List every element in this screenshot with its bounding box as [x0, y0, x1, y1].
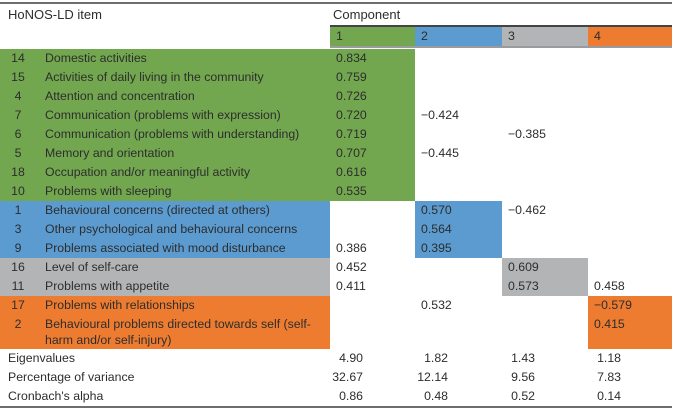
- summary-value: 0.52: [511, 389, 535, 403]
- summary-value: 1.43: [511, 351, 535, 365]
- loading-value-cell-component-1: [330, 296, 415, 315]
- summary-value-cell-component-2: [415, 349, 502, 368]
- loading-value-cell-component-2: 0.564: [415, 220, 502, 239]
- item-label-cell: Communication (problems with expression): [36, 106, 330, 125]
- loading-value-cell-component-1: 0.452: [336, 260, 367, 274]
- summary-value-cell-component-4: [588, 387, 672, 406]
- loading-value-cell-component-2: 0.395: [415, 239, 502, 258]
- item-label-cell: Level of self-care: [36, 258, 330, 277]
- item-label-cell: Domestic activities: [36, 49, 330, 68]
- summary-value: 7.83: [597, 370, 621, 384]
- summary-value: 9.56: [511, 370, 535, 384]
- component-column-header-3: 3: [502, 27, 588, 46]
- loading-value-cell-component-2: [415, 277, 502, 296]
- loading-value-cell-component-3: [502, 163, 588, 182]
- table-row-item-4: [0, 87, 672, 106]
- summary-value: 1.82: [424, 351, 448, 365]
- item-label-cell: Problems with sleeping: [36, 182, 330, 201]
- table-top-border: [0, 2, 672, 4]
- table-row-item-6: [0, 125, 672, 144]
- loading-value-cell-component-1: 0.411: [336, 279, 366, 293]
- loading-value-cell-component-4: [588, 220, 672, 239]
- loading-value-cell-component-4: 0.458: [594, 279, 625, 293]
- summary-value-cell-component-3: [502, 368, 588, 387]
- loading-value-cell-component-2: [415, 87, 502, 106]
- loading-value-cell-component-2: [415, 258, 502, 277]
- item-label-cell: Communication (problems with understanding): [36, 125, 330, 144]
- loading-value-cell-component-2: [415, 182, 502, 201]
- loading-value-cell-component-1: [330, 201, 415, 220]
- loading-value-cell-component-4: 0.415: [588, 315, 672, 349]
- component-column-header-4: 4: [588, 27, 672, 46]
- item-number-cell: 18: [0, 163, 36, 182]
- item-number-cell: 16: [0, 258, 36, 277]
- loading-value-cell-component-1: 0.720: [330, 106, 415, 125]
- summary-value-cell-component-2: [415, 387, 502, 406]
- loading-value-cell-component-3: [502, 49, 588, 68]
- table-row-item-15: [0, 68, 672, 87]
- loading-value-cell-component-3: [502, 315, 588, 349]
- column-header-honos-ld-item: HoNOS-LD item: [8, 7, 102, 22]
- loading-value-cell-component-1: [330, 220, 415, 239]
- column-header-component: Component: [333, 7, 401, 22]
- loading-value-cell-component-3: [502, 87, 588, 106]
- table-row-item-2: [0, 315, 672, 349]
- loading-value-cell-component-3: −0.462: [508, 203, 546, 217]
- loading-value-cell-component-4: [588, 239, 672, 258]
- summary-value-cell-component-1: [330, 368, 415, 387]
- loading-value-cell-component-4: [588, 106, 672, 125]
- summary-value-cell-component-3: [502, 387, 588, 406]
- loading-value-cell-component-4: [588, 258, 672, 277]
- item-number-cell: 17: [0, 296, 36, 315]
- summary-rows: [0, 349, 672, 406]
- summary-value: 1.18: [597, 351, 621, 365]
- loading-value-cell-component-3: −0.385: [508, 127, 546, 141]
- table-row-item-16: [0, 258, 672, 277]
- table-row-item-1: [0, 201, 672, 220]
- summary-row: [0, 349, 672, 368]
- loading-value-cell-component-1: 0.386: [336, 241, 367, 255]
- summary-row: [0, 368, 672, 387]
- item-number-cell: 7: [0, 106, 36, 125]
- table-row-item-14: [0, 49, 672, 68]
- item-number-cell: 10: [0, 182, 36, 201]
- item-label-cell: Behavioural problems directed towards self (self-harm and/or self-injury): [36, 315, 330, 349]
- table-row-item-17: [0, 296, 672, 315]
- loading-value-cell-component-4: [588, 201, 672, 220]
- summary-value-cell-component-3: [502, 349, 588, 368]
- loading-value-cell-component-1: 0.719: [330, 125, 415, 144]
- loading-value-cell-component-2: [415, 49, 502, 68]
- loading-value-cell-component-1: 0.759: [330, 68, 415, 87]
- loading-value-cell-component-1: 0.535: [330, 182, 415, 201]
- summary-value-cell-component-1: [330, 349, 415, 368]
- item-number-cell: 2: [0, 315, 36, 349]
- summary-value-cell-component-1: [330, 387, 415, 406]
- item-number-cell: 9: [0, 239, 36, 258]
- table-row-item-7: [0, 106, 672, 125]
- item-label-cell: Attention and concentration: [36, 87, 330, 106]
- summary-row-label: Cronbach's alpha: [8, 389, 104, 403]
- summary-value-cell-component-2: [415, 368, 502, 387]
- loading-value-cell-component-2: 0.570: [415, 201, 502, 220]
- loading-value-cell-component-1: [330, 315, 415, 349]
- loading-value-cell-component-4: [588, 144, 672, 163]
- loading-value-cell-component-2: [415, 315, 502, 349]
- loading-value-cell-component-3: [502, 144, 588, 163]
- item-number-cell: 6: [0, 125, 36, 144]
- item-label-cell: Occupation and/or meaningful activity: [36, 163, 330, 182]
- item-number-cell: 15: [0, 68, 36, 87]
- loading-value-cell-component-2: −0.424: [421, 108, 459, 122]
- loading-value-cell-component-3: [502, 68, 588, 87]
- summary-value-cell-component-4: [588, 349, 672, 368]
- loading-value-cell-component-4: [588, 68, 672, 87]
- table-row-item-3: [0, 220, 672, 239]
- table-row-item-10: [0, 182, 672, 201]
- loading-value-cell-component-4: [588, 49, 672, 68]
- component-column-header-1: 1: [330, 27, 415, 46]
- loading-value-cell-component-3: [502, 106, 588, 125]
- table-row-item-18: [0, 163, 672, 182]
- loading-value-cell-component-2: [415, 125, 502, 144]
- summary-row-label: Percentage of variance: [8, 370, 135, 384]
- loading-value-cell-component-4: −0.579: [588, 296, 672, 315]
- component-column-header-2: 2: [415, 27, 502, 46]
- loading-value-cell-component-3: [502, 239, 588, 258]
- item-label-cell: Memory and orientation: [36, 144, 330, 163]
- loading-value-cell-component-4: [588, 182, 672, 201]
- item-number-cell: 11: [0, 277, 36, 296]
- item-label-cell: Problems with appetite: [36, 277, 330, 296]
- item-number-cell: 3: [0, 220, 36, 239]
- item-number-cell: 14: [0, 49, 36, 68]
- loading-value-cell-component-2: 0.532: [421, 298, 452, 312]
- loading-value-cell-component-4: [588, 87, 672, 106]
- loading-value-cell-component-1: 0.834: [330, 49, 415, 68]
- loading-value-cell-component-2: −0.445: [421, 146, 459, 160]
- loading-value-cell-component-3: [502, 220, 588, 239]
- loading-value-cell-component-1: 0.707: [330, 144, 415, 163]
- item-label-cell: Problems associated with mood disturbance: [36, 239, 330, 258]
- summary-value: 0.48: [424, 389, 448, 403]
- table-row-item-11: [0, 277, 672, 296]
- loading-value-cell-component-4: [588, 125, 672, 144]
- summary-value: 4.90: [339, 351, 363, 365]
- component-number-row: [330, 27, 672, 48]
- loading-value-cell-component-3: 0.609: [502, 258, 588, 277]
- loading-value-cell-component-3: [502, 296, 588, 315]
- summary-value: 12.14: [417, 370, 448, 384]
- loading-value-cell-component-3: 0.573: [502, 277, 588, 296]
- summary-row: [0, 387, 672, 406]
- item-number-cell: 5: [0, 144, 36, 163]
- loading-value-cell-component-2: [415, 68, 502, 87]
- item-rows: [0, 49, 672, 349]
- summary-value: 0.14: [597, 389, 621, 403]
- item-number-cell: 4: [0, 87, 36, 106]
- item-number-cell: 1: [0, 201, 36, 220]
- item-label-cell: Behavioural concerns (directed at others): [36, 201, 330, 220]
- table-row-item-9: [0, 239, 672, 258]
- loading-value-cell-component-4: [588, 163, 672, 182]
- item-label-cell: Other psychological and behavioural concerns: [36, 220, 330, 239]
- summary-value-cell-component-4: [588, 368, 672, 387]
- summary-value: 32.67: [332, 370, 363, 384]
- loading-value-cell-component-1: 0.616: [330, 163, 415, 182]
- summary-row-label: Eigenvalues: [8, 351, 75, 365]
- item-label-cell: Problems with relationships: [36, 296, 330, 315]
- loading-value-cell-component-3: [502, 182, 588, 201]
- table-bottom-border: [0, 406, 672, 408]
- loading-value-cell-component-2: [415, 163, 502, 182]
- loading-value-cell-component-1: 0.726: [330, 87, 415, 106]
- summary-value: 0.86: [339, 389, 363, 403]
- table-row-item-5: [0, 144, 672, 163]
- item-label-cell: Activities of daily living in the community: [36, 68, 330, 87]
